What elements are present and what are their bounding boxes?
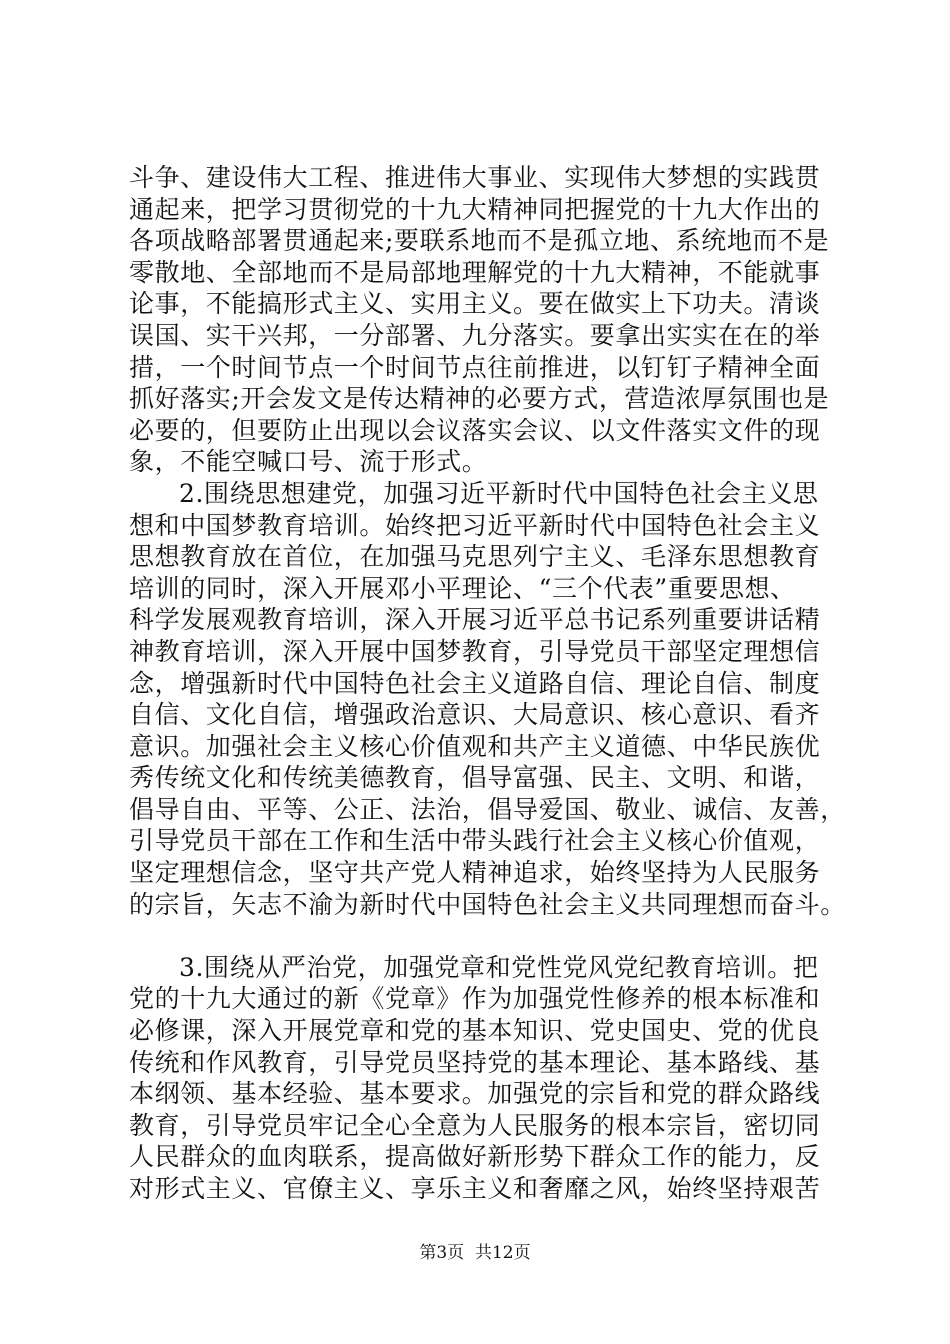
text-line: 论事，不能搞形式主义、实用主义。要在做实上下功夫。清谈 bbox=[129, 289, 821, 319]
text-line: 坚定理想信念，坚守共产党人精神追求，始终坚持为人民服务 bbox=[129, 858, 821, 888]
text-line: 各项战略部署贯通起来;要联系地而不是孤立地、系统地而不是 bbox=[129, 226, 830, 256]
text-line: 本纲领、基本经验、基本要求。加强党的宗旨和党的群众路线 bbox=[129, 1079, 821, 1109]
text-line: 3.围绕从严治党，加强党章和党性党风党纪教育培训。把 bbox=[179, 952, 819, 982]
text-line: 科学发展观教育培训，深入开展习近平总书记系列重要讲话精 bbox=[129, 605, 821, 635]
page-footer bbox=[0, 1241, 950, 1265]
text-line: 神教育培训，深入开展中国梦教育，引导党员干部坚定理想信 bbox=[129, 636, 821, 666]
text-line: 培训的同时，深入开展邓小平理论、“三个代表”重要思想、 bbox=[129, 573, 796, 603]
text-line: 意识。加强社会主义核心价值观和共产主义道德、中华民族优 bbox=[129, 731, 821, 761]
text-line: 零散地、全部地而不是局部地理解党的十九大精神，不能就事 bbox=[129, 257, 821, 287]
text-line: 的宗旨，矢志不渝为新时代中国特色社会主义共同理想而奋斗。 bbox=[129, 889, 846, 919]
text-line: 斗争、建设伟大工程、推进伟大事业、实现伟大梦想的实践贯 bbox=[129, 163, 821, 192]
text-line: 误国、实干兴邦，一分部署、九分落实。要拿出实实在在的举 bbox=[129, 320, 821, 350]
text-line: 念，增强新时代中国特色社会主义道路自信、理论自信、制度 bbox=[129, 668, 821, 698]
text-line: 思想教育放在首位，在加强马克思列宁主义、毛泽东思想教育 bbox=[129, 542, 821, 572]
text-line: 倡导自由、平等、公正、法治，倡导爱国、敬业、诚信、友善， bbox=[129, 794, 846, 824]
text-line: 教育，引导党员牢记全心全意为人民服务的根本宗旨，密切同 bbox=[129, 1110, 821, 1140]
text-line: 抓好落实;开会发文是传达精神的必要方式，营造浓厚氛围也是 bbox=[129, 384, 830, 414]
text-line: 对形式主义、官僚主义、享乐主义和奢靡之风，始终坚持艰苦 bbox=[129, 1174, 821, 1203]
page-number: 第3页 共12页 bbox=[419, 1243, 531, 1263]
paragraph-3 bbox=[129, 952, 859, 1205]
paragraph-1 bbox=[129, 162, 859, 478]
text-line: 想和中国梦教育培训。始终把习近平新时代中国特色社会主义 bbox=[129, 510, 821, 540]
text-line: 党的十九大通过的新《党章》作为加强党性修养的根本标准和 bbox=[129, 984, 821, 1014]
text-line: 2.围绕思想建党，加强习近平新时代中国特色社会主义思 bbox=[179, 478, 819, 508]
paragraph-2 bbox=[129, 478, 859, 920]
text-line: 必修课，深入开展党章和党的基本知识、党史国史、党的优良 bbox=[129, 1016, 821, 1046]
document-body bbox=[129, 162, 859, 1205]
text-line: 人民群众的血肉联系，提高做好新形势下群众工作的能力，反 bbox=[129, 1142, 821, 1172]
text-line: 自信、文化自信，增强政治意识、大局意识、核心意识、看齐 bbox=[129, 700, 821, 730]
text-line: 传统和作风教育，引导党员坚持党的基本理论、基本路线、基 bbox=[129, 1047, 821, 1077]
paragraph-spacer bbox=[129, 920, 859, 952]
text-line: 通起来，把学习贯彻党的十九大精神同把握党的十九大作出的 bbox=[129, 194, 821, 224]
text-line: 必要的，但要防止出现以会议落实会议、以文件落实文件的现 bbox=[129, 415, 821, 445]
text-line: 引导党员干部在工作和生活中带头践行社会主义核心价值观， bbox=[129, 826, 821, 856]
text-line: 秀传统文化和传统美德教育，倡导富强、民主、文明、和谐， bbox=[129, 763, 821, 793]
text-line: 象，不能空喊口号、流于形式。 bbox=[129, 447, 488, 477]
text-line: 措，一个时间节点一个时间节点往前推进，以钉钉子精神全面 bbox=[129, 352, 821, 382]
